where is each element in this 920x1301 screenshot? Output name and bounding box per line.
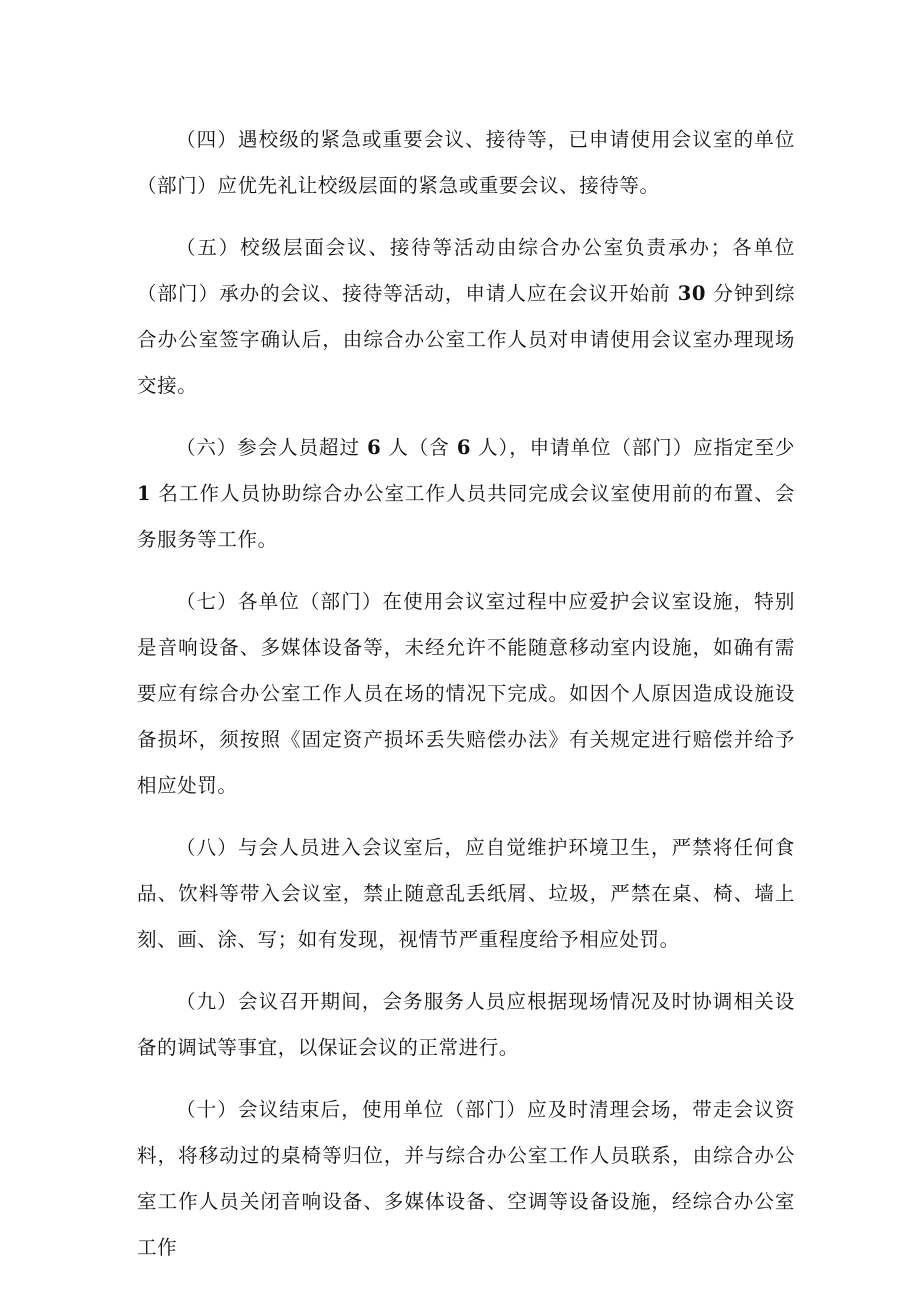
paragraph-text: 人），申请单位（部门）应指定至少 <box>470 436 795 459</box>
bold-number: 1 <box>137 482 152 505</box>
paragraph-item-9 <box>137 979 795 1071</box>
paragraph-text: 分钟到综合办公室签字确认后，由综合办公室工作人员对申请使用会议室办理现场交接。 <box>137 282 795 397</box>
paragraph-text: 名工作人员协助综合办公室工作人员共同完成会议室使用前的布置、会务服务等工作。 <box>137 482 795 551</box>
bold-number: 6 <box>367 436 382 459</box>
paragraph-item-5 <box>137 225 795 409</box>
paragraph-text: （六）参会人员超过 <box>176 436 368 459</box>
paragraph-text: （八）与会人员进入会议室后，应自觉维护环境卫生，严禁将任何食品、饮料等带入会议室，禁止随意乱丢纸屑、垃圾，严禁在桌、椅、墙上刻、画、涂、写；如有发现，视情节严重程度给予相应处罚。 <box>137 836 795 951</box>
paragraph-text: （五）校级层面会议、接待等活动由综合办公室负责承办；各单位（部门）承办的会议、接待等活动，申请人应在会议开始前 <box>137 236 795 305</box>
paragraph-item-6 <box>137 425 795 563</box>
paragraph-text: 人（含 <box>381 436 457 459</box>
bold-number: 30 <box>677 282 707 305</box>
paragraph-text: （十）会议结束后，使用单位（部门）应及时清理会场，带走会议资料，将移动过的桌椅等归位，并与综合办公室工作人员联系，由综合办公室工作人员关闭音响设备、多媒体设备、空调等设备设施，经综合办公室工作 <box>137 1098 795 1259</box>
bold-number: 6 <box>456 436 471 459</box>
paragraph-text: （九）会议召开期间，会务服务人员应根据现场情况及时协调相关设备的调试等事宜，以保证会议的正常进行。 <box>137 990 795 1059</box>
paragraph-item-4 <box>137 117 795 209</box>
paragraph-item-7 <box>137 579 795 809</box>
paragraph-item-8 <box>137 825 795 963</box>
paragraph-text: （四）遇校级的紧急或重要会议、接待等，已申请使用会议室的单位（部门）应优先礼让校级层面的紧急或重要会议、接待等。 <box>137 128 795 197</box>
paragraph-item-10 <box>137 1087 795 1271</box>
paragraph-text: （七）各单位（部门）在使用会议室过程中应爱护会议室设施，特别是音响设备、多媒体设备等，未经允许不能随意移动室内设施，如确有需要应有综合办公室工作人员在场的情况下完成。如因个人原因造成设施设备损坏，须按照《固定资产损坏丢失赔偿办法》有关规定进行赔偿并给予相应处罚。 <box>137 590 795 797</box>
